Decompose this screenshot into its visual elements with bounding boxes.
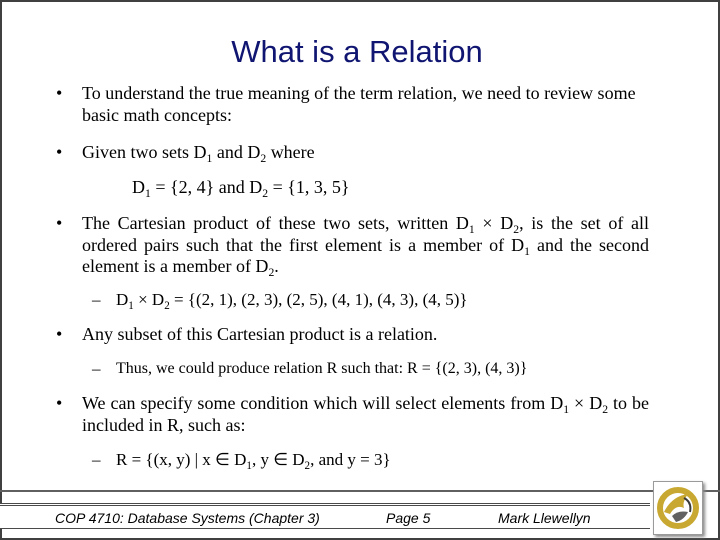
footer-author: Mark Llewellyn — [498, 510, 591, 526]
bullet-1-text: To understand the true meaning of the term relation, we need to review some basic math concepts: — [82, 83, 636, 125]
bullet-3-text: The Cartesian product of these two sets, written $D_1 \times D_2$, is the set of all ordered pairs such that the first element is a member of $D_1$ and the second element is a member of $D_2$. — [82, 213, 650, 279]
dash-marker: – — [92, 359, 101, 378]
cartesian-product-result: $D_1 \times D_2 = \{(2$, 1), (2, 3), (2, 5), (4, 1), (4, 3), (4, 5)} — [116, 290, 468, 312]
footer-bar — [0, 503, 650, 529]
dash-marker: – — [92, 450, 101, 469]
bullet-4-text: Any subset of this Cartesian product is a relation. — [82, 324, 438, 344]
ucf-pegasus-logo-icon — [653, 481, 703, 535]
bullet-5-text: We can specify some condition which will select elements from $D_1 \times D_2$ to be included in R, such as: — [82, 393, 649, 435]
bullet-2-text: Given two sets $D_1$ and $D_2$ where — [82, 142, 315, 165]
relation-condition: R = {(x, y) | x ∈ $D_1$, y ∈ $D_2$, and y = 3} — [116, 450, 391, 472]
relation-example: Thus, we could produce relation R such that: R = {(2, 3), (4, 3)} — [116, 360, 528, 377]
slide-title: What is a Relation — [231, 34, 483, 69]
set-definitions: $D_1 = \{2$, 4} and $D_2 = \{1$, 3, 5} — [132, 177, 350, 200]
footer-page-number: Page 5 — [386, 510, 431, 526]
bullet-marker: • — [56, 324, 63, 344]
footer-rule — [0, 490, 720, 492]
bullet-marker: • — [56, 213, 63, 233]
bullet-marker: • — [56, 142, 63, 162]
footer-course: COP 4710: Database Systems (Chapter 3) — [55, 510, 320, 526]
bullet-marker: • — [56, 83, 63, 103]
bullet-marker: • — [56, 393, 63, 413]
dash-marker: – — [92, 290, 101, 309]
